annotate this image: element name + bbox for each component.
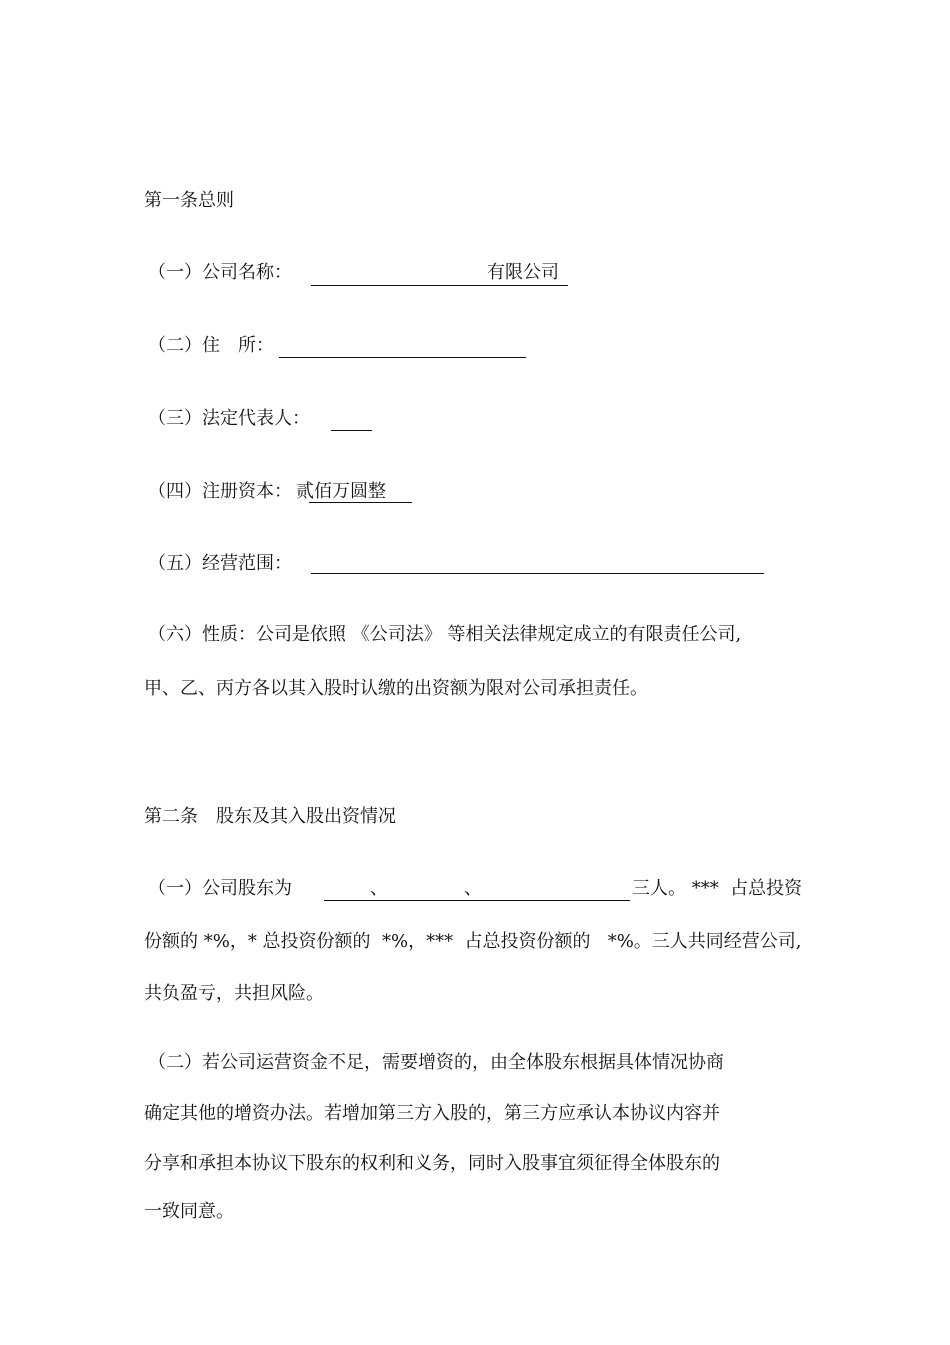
- registered-capital-label: （四）注册资本：: [148, 481, 292, 502]
- article2-heading: 第二条 股东及其入股出资情况: [144, 806, 396, 827]
- legal-representative-blank: [331, 430, 372, 431]
- company-name-suffix: 有限公司: [487, 262, 559, 283]
- registered-capital-underline: [309, 502, 412, 503]
- shareholders-blank: [324, 900, 630, 901]
- article1-heading: 第一条总则: [144, 190, 234, 211]
- shareholders-prefix: （一）公司股东为: [148, 878, 292, 899]
- capital-increase-line-4: 一致同意。: [144, 1201, 234, 1222]
- nature-line-2: 甲、乙、丙方各以其入股时认缴的出资额为限对公司承担责任。: [144, 678, 648, 699]
- legal-representative-label: （三）法定代表人：: [148, 408, 310, 429]
- shareholders-separator-1: 、: [370, 878, 388, 899]
- company-name-blank: [311, 285, 568, 286]
- company-name-label: （一）公司名称：: [148, 262, 292, 283]
- capital-increase-line-1: （二）若公司运营资金不足，需要增资的，由全体股东根据具体情况协商: [148, 1052, 724, 1073]
- capital-increase-line-2: 确定其他的增资办法。若增加第三方入股的，第三方应承认本协议内容并: [144, 1103, 720, 1124]
- business-scope-blank: [311, 573, 764, 574]
- registered-capital-value: 贰佰万圆整: [296, 481, 386, 502]
- capital-increase-line-3: 分享和承担本协议下股东的权利和义务，同时入股事宜须征得全体股东的: [144, 1153, 720, 1174]
- nature-line-1: （六）性质：公司是依照 《公司法》 等相关法律规定成立的有限责任公司,: [148, 624, 742, 645]
- shareholders-suffix: 三人。 *** 占总投资: [632, 878, 803, 899]
- shares-line-2: 份额的 *%，* 总投资份额的 *%，*** 占总投资份额的 *%。三人共同经营公司,: [144, 931, 802, 952]
- address-blank: [279, 357, 526, 358]
- address-label: （二）住 所：: [148, 335, 274, 356]
- shares-line-3: 共负盈亏，共担风险。: [144, 983, 324, 1004]
- business-scope-label: （五）经营范围：: [148, 553, 292, 574]
- shareholders-separator-2: 、: [464, 878, 482, 899]
